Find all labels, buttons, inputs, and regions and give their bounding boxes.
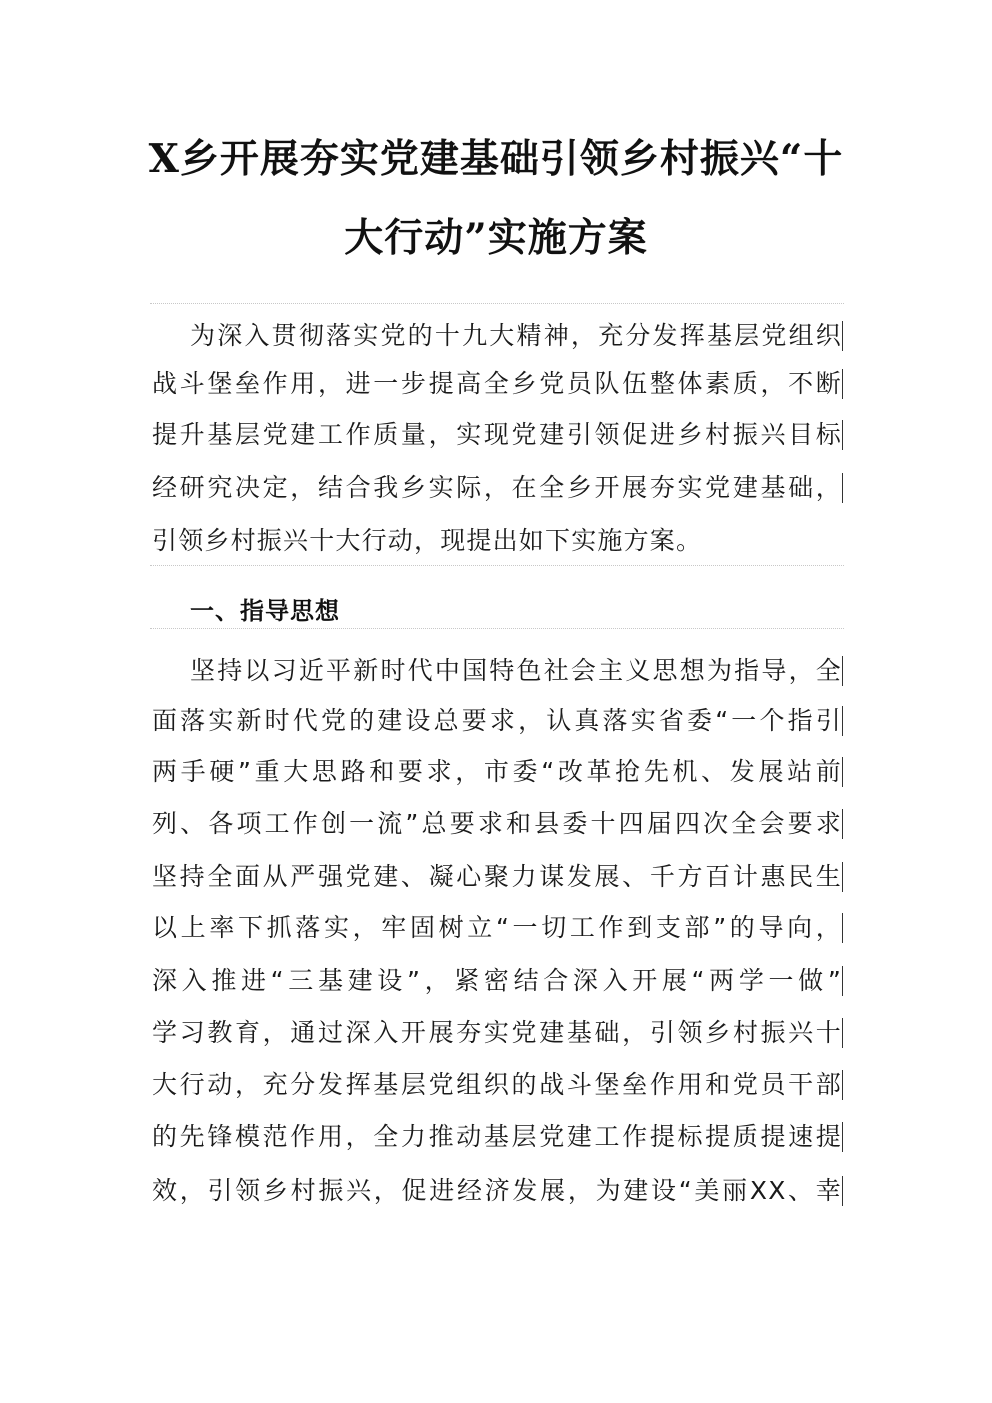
intro-line: 战斗堡垒作用，进一步提高全乡党员队伍整体素质，不断 bbox=[152, 369, 842, 398]
body-line: 面落实新时代党的建设总要求，认真落实省委“一个指引 bbox=[152, 706, 842, 735]
text-boundary-mark bbox=[842, 1070, 843, 1100]
text-boundary-mark bbox=[842, 862, 843, 892]
document-title-line-1: X乡开展夯实党建基础引领乡村振兴“十 bbox=[148, 136, 844, 182]
text-boundary-mark bbox=[842, 321, 843, 351]
text-boundary-mark bbox=[842, 757, 843, 787]
paragraph-divider bbox=[150, 628, 844, 629]
body-line: 大行动，充分发挥基层党组织的战斗堡垒作用和党员干部 bbox=[152, 1070, 842, 1099]
body-line: 列、各项工作创一流”总要求和县委十四届四次全会要求 bbox=[152, 809, 842, 838]
body-line: 效，引领乡村振兴，促进经济发展，为建设“美丽XX、幸 bbox=[152, 1176, 842, 1205]
text-boundary-mark bbox=[842, 420, 843, 450]
text-boundary-mark bbox=[842, 1122, 843, 1152]
body-line: 坚持全面从严强党建、凝心聚力谋发展、千方百计惠民生 bbox=[152, 862, 842, 891]
text-boundary-mark bbox=[842, 656, 843, 686]
text-boundary-mark bbox=[842, 913, 843, 943]
body-line: 两手硬”重大思路和要求，市委“改革抢先机、发展站前 bbox=[152, 757, 842, 786]
section-heading: 一、指导思想 bbox=[190, 597, 340, 625]
intro-line: 经研究决定，结合我乡实际，在全乡开展夯实党建基础， bbox=[152, 473, 842, 502]
body-line: 学习教育，通过深入开展夯实党建基础，引领乡村振兴十 bbox=[152, 1018, 842, 1047]
text-boundary-mark bbox=[842, 1018, 843, 1048]
intro-line: 提升基层党建工作质量，实现党建引领促进乡村振兴目标 bbox=[152, 420, 842, 449]
paragraph-divider bbox=[150, 565, 844, 566]
body-line: 以上率下抓落实，牢固树立“一切工作到支部”的导向， bbox=[152, 913, 842, 942]
paragraph-divider bbox=[150, 303, 844, 304]
text-boundary-mark bbox=[842, 473, 843, 503]
text-boundary-mark bbox=[842, 369, 843, 399]
text-boundary-mark bbox=[842, 1176, 843, 1206]
text-boundary-mark bbox=[842, 809, 843, 839]
text-boundary-mark bbox=[842, 706, 843, 736]
intro-line: 为深入贯彻落实党的十九大精神，充分发挥基层党组织 bbox=[190, 321, 842, 350]
document-title-line-2: 大行动”实施方案 bbox=[344, 215, 648, 261]
body-line: 坚持以习近平新时代中国特色社会主义思想为指导，全 bbox=[190, 656, 842, 685]
body-line: 的先锋模范作用，全力推动基层党建工作提标提质提速提 bbox=[152, 1122, 842, 1151]
text-boundary-mark bbox=[842, 966, 843, 996]
intro-line: 引领乡村振兴十大行动，现提出如下实施方案。 bbox=[152, 526, 703, 555]
body-line: 深入推进“三基建设”，紧密结合深入开展“两学一做” bbox=[152, 966, 842, 995]
